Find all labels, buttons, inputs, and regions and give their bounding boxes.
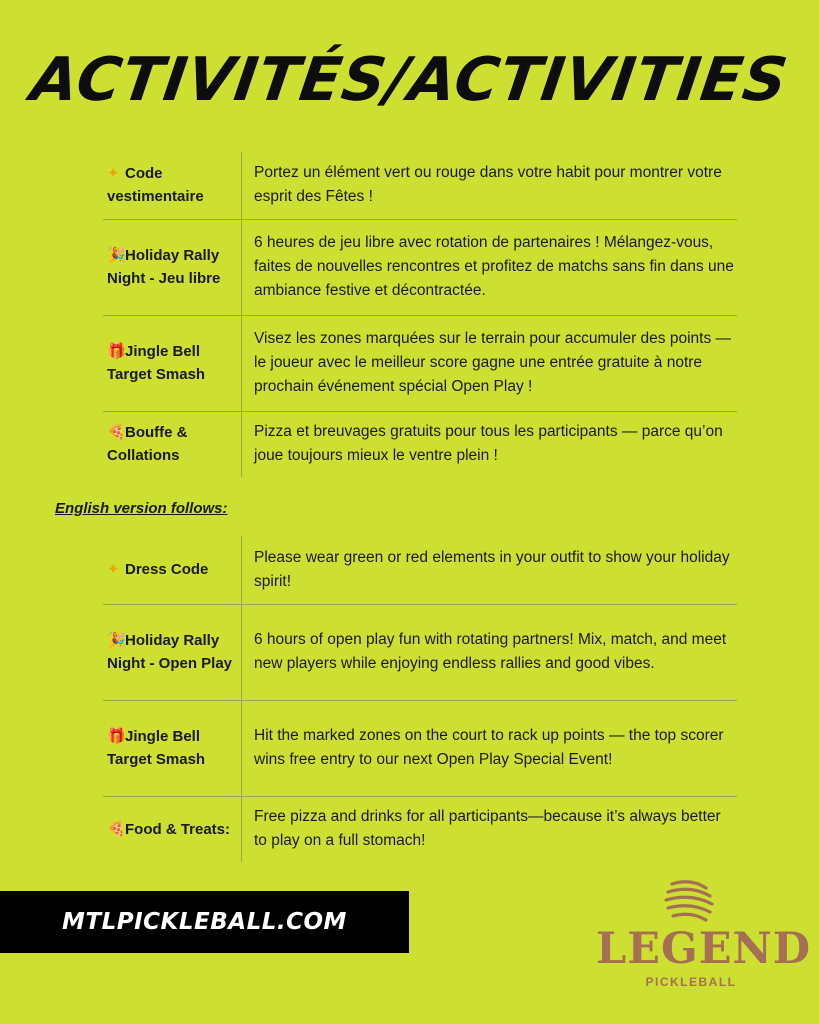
table-row	[103, 315, 737, 411]
logo-subtitle: PICKLEBALL	[645, 975, 737, 989]
website-banner[interactable]	[0, 891, 409, 953]
english-version-note: English version follows:	[55, 500, 228, 517]
table-row	[103, 219, 737, 315]
activity-label: 🍕Food & Treats:	[103, 796, 242, 862]
party-popper-icon: 🎉	[107, 631, 126, 649]
table-row	[103, 796, 737, 862]
activity-description: 6 heures de jeu libre avec rotation de partenaires ! Mélangez-vous, faites de nouvelles rencontres et profitez de matchs sans fin dans une ambiance festive et décontractée.	[242, 219, 738, 315]
gift-icon: 🎁	[107, 342, 126, 360]
pickleball-icon	[596, 876, 786, 928]
page-title: ACTIVITÉS/ACTIVITIES	[26, 45, 793, 115]
activity-label: 🎉Holiday Rally Night - Jeu libre	[103, 219, 242, 315]
activity-label: ✦ Code vestimentaire	[103, 152, 242, 219]
party-popper-icon: 🎉	[107, 246, 126, 264]
pizza-icon: 🍕	[107, 820, 126, 838]
activities-table-english	[103, 536, 737, 862]
activity-description: 6 hours of open play fun with rotating partners! Mix, match, and meet new players while enjoying endless rallies and good vibes.	[242, 604, 738, 700]
sparkle-icon: ✦	[107, 164, 120, 182]
activity-description: Visez les zones marquées sur le terrain pour accumuler des points — le joueur avec le meilleur score gagne une entrée gratuite à notre prochain événement spécial Open Play !	[242, 315, 738, 411]
logo-wordmark: LEGEND	[596, 924, 812, 974]
activities-table-french	[103, 152, 737, 477]
table-row	[103, 604, 737, 700]
activity-description: Hit the marked zones on the court to rack up points — the top scorer wins free entry to our next Open Play Special Event!	[242, 700, 738, 796]
table-row	[103, 411, 737, 477]
legend-pickleball-logo	[596, 876, 812, 996]
website-link[interactable]: MTLPICKLEBALL.COM	[62, 909, 347, 935]
table-row	[103, 700, 737, 796]
table-row	[103, 536, 737, 604]
activity-label: 🎁Jingle Bell Target Smash	[103, 700, 242, 796]
activity-label: 🎉Holiday Rally Night - Open Play	[103, 604, 242, 700]
activity-label: ✦ Dress Code	[103, 536, 242, 604]
table-row	[103, 152, 737, 219]
activity-description: Portez un élément vert ou rouge dans votre habit pour montrer votre esprit des Fêtes !	[254, 164, 722, 206]
activity-description: Please wear green or red elements in your outfit to show your holiday spirit!	[254, 548, 730, 590]
activity-label: 🍕Bouffe & Collations	[103, 411, 242, 477]
sparkle-icon: ✦	[107, 561, 120, 578]
activity-label: 🎁Jingle Bell Target Smash	[103, 315, 242, 411]
activity-description: Pizza et breuvages gratuits pour tous les participants — parce qu’on joue toujours mieux le ventre plein !	[242, 411, 738, 477]
gift-icon: 🎁	[107, 727, 126, 745]
pizza-icon: 🍕	[107, 423, 126, 441]
activity-description: Free pizza and drinks for all participants—because it’s always better to play on a full stomach!	[242, 796, 738, 862]
